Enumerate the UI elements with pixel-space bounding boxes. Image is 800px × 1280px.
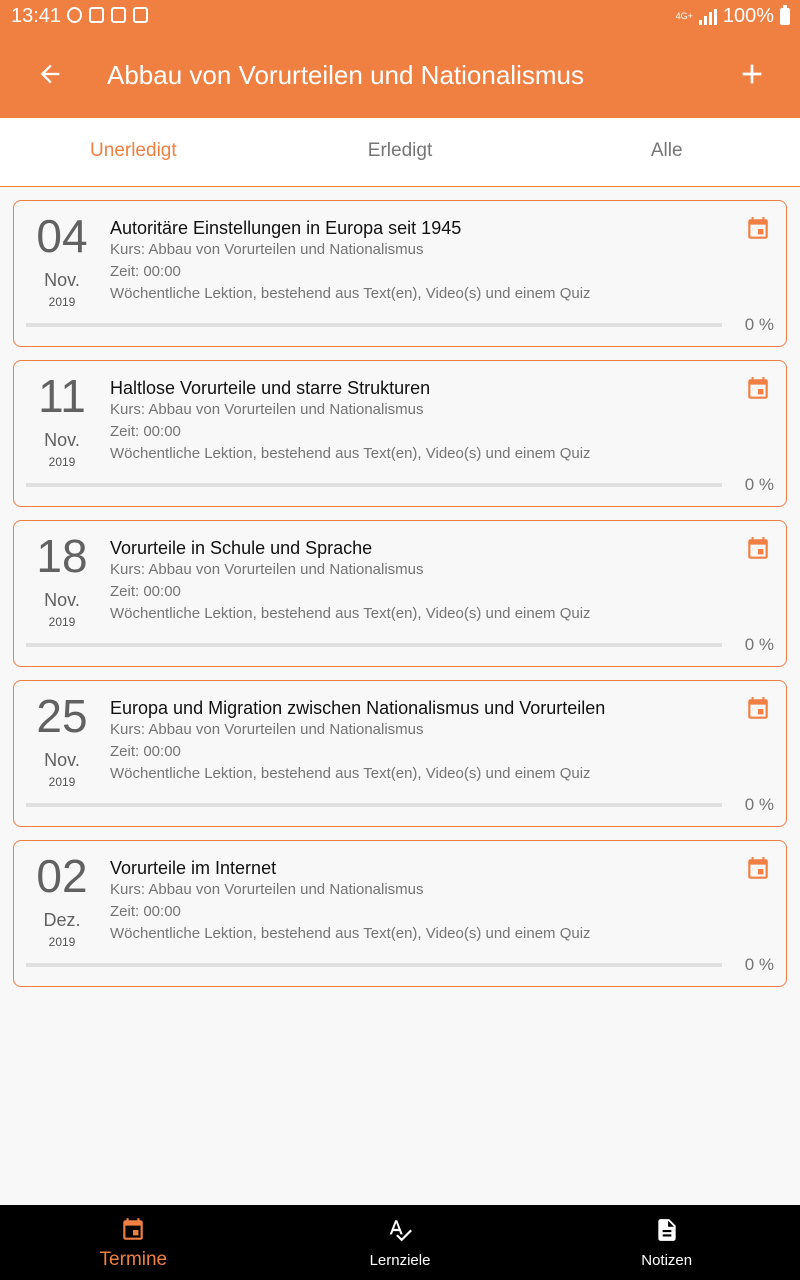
- appointment-time: Zeit: 00:00: [110, 263, 181, 280]
- appointment-course: Kurs: Abbau von Vorurteilen und Nationalismus: [110, 241, 424, 258]
- appointment-course: Kurs: Abbau von Vorurteilen und Nationalismus: [110, 721, 424, 738]
- appointment-description: Wöchentliche Lektion, bestehend aus Text(en), Video(s) und einem Quiz: [110, 605, 591, 622]
- appointment-card[interactable]: [13, 680, 787, 827]
- appointment-month: Nov.: [44, 430, 80, 450]
- status-bar: [0, 0, 800, 34]
- notification-icon: [67, 7, 82, 23]
- appointment-time: Zeit: 00:00: [110, 903, 181, 920]
- notification-icon: [111, 7, 126, 23]
- appointment-day: 04: [36, 210, 88, 262]
- nav-notizen[interactable]: [533, 1205, 800, 1280]
- battery-icon: [780, 8, 790, 25]
- appointment-date: [14, 531, 110, 629]
- nav-label: Termine: [99, 1249, 168, 1270]
- appointment-list: [13, 200, 787, 1000]
- appointment-time: Zeit: 00:00: [110, 583, 181, 600]
- spellcheck-icon: [387, 1217, 413, 1243]
- appointment-date: [14, 371, 110, 469]
- appointment-day: 18: [36, 530, 88, 582]
- progress-percent: 0 %: [744, 795, 774, 814]
- tab-alle[interactable]: Alle: [650, 140, 683, 161]
- progress-percent: 0 %: [744, 475, 774, 494]
- network-type-label: 4G+: [675, 11, 693, 21]
- nav-termine[interactable]: [0, 1205, 267, 1280]
- calendar-event-icon[interactable]: [745, 696, 771, 722]
- appointment-card[interactable]: [13, 520, 787, 667]
- appointment-month: Nov.: [44, 750, 80, 770]
- appointment-course: Kurs: Abbau von Vorurteilen und Nationalismus: [110, 401, 424, 418]
- appointment-year: 2019: [48, 935, 76, 949]
- appointment-year: 2019: [48, 615, 76, 629]
- appointment-description: Wöchentliche Lektion, bestehend aus Text(en), Video(s) und einem Quiz: [110, 445, 591, 462]
- notification-icon: [133, 7, 148, 23]
- tab-bar: [0, 118, 800, 187]
- appointment-date: [14, 211, 110, 309]
- progress-bar: [26, 323, 722, 327]
- signal-icon: [699, 9, 717, 25]
- progress-bar: [26, 643, 722, 647]
- appointment-course: Kurs: Abbau von Vorurteilen und Nationalismus: [110, 561, 424, 578]
- progress-bar: [26, 963, 722, 967]
- appointment-date: [14, 691, 110, 789]
- arrow-back-icon[interactable]: [36, 60, 64, 88]
- tab-erledigt[interactable]: Erledigt: [367, 140, 433, 161]
- appointment-time: Zeit: 00:00: [110, 423, 181, 440]
- appointment-day: 25: [36, 690, 88, 742]
- appointment-card[interactable]: [13, 840, 787, 987]
- progress-percent: 0 %: [744, 955, 774, 974]
- appointment-day: 02: [36, 850, 88, 902]
- add-icon[interactable]: [736, 58, 768, 90]
- appointment-year: 2019: [48, 775, 76, 789]
- appointment-month: Dez.: [43, 910, 81, 930]
- calendar-event-icon[interactable]: [745, 216, 771, 242]
- notification-icons: [67, 7, 148, 23]
- calendar-icon: [120, 1217, 146, 1243]
- appointment-title: Autoritäre Einstellungen in Europa seit 1945: [110, 218, 462, 238]
- nav-lernziele[interactable]: [267, 1205, 534, 1280]
- appointment-title: Europa und Migration zwischen Nationalismus und Vorurteilen: [110, 698, 606, 718]
- note-icon: [654, 1217, 680, 1243]
- appointment-title: Haltlose Vorurteile und starre Strukturen: [110, 378, 431, 398]
- appointment-month: Nov.: [44, 270, 80, 290]
- progress-percent: 0 %: [744, 635, 774, 654]
- calendar-event-icon[interactable]: [745, 856, 771, 882]
- status-time: 13:41: [11, 5, 62, 27]
- appointment-year: 2019: [48, 455, 76, 469]
- appointment-card[interactable]: [13, 200, 787, 347]
- calendar-event-icon[interactable]: [745, 536, 771, 562]
- calendar-event-icon[interactable]: [745, 376, 771, 402]
- appointment-time: Zeit: 00:00: [110, 743, 181, 760]
- app-bar: [0, 34, 800, 118]
- appointment-title: Vorurteile im Internet: [110, 858, 277, 878]
- appointment-title: Vorurteile in Schule und Sprache: [110, 538, 373, 558]
- page-title: Abbau von Vorurteilen und Nationalismus: [107, 60, 584, 90]
- appointment-card[interactable]: [13, 360, 787, 507]
- tab-unerledigt[interactable]: Unerledigt: [90, 140, 177, 161]
- nav-label: Notizen: [641, 1252, 693, 1269]
- appointment-course: Kurs: Abbau von Vorurteilen und Nationalismus: [110, 881, 424, 898]
- appointment-year: 2019: [48, 295, 76, 309]
- appointment-day: 11: [38, 370, 86, 422]
- appointment-month: Nov.: [44, 590, 80, 610]
- appointment-description: Wöchentliche Lektion, bestehend aus Text(en), Video(s) und einem Quiz: [110, 765, 591, 782]
- progress-percent: 0 %: [744, 315, 774, 334]
- progress-bar: [26, 803, 722, 807]
- appointment-description: Wöchentliche Lektion, bestehend aus Text(en), Video(s) und einem Quiz: [110, 925, 591, 942]
- notification-icon: [89, 7, 104, 23]
- appointment-description: Wöchentliche Lektion, bestehend aus Text(en), Video(s) und einem Quiz: [110, 285, 591, 302]
- battery-percent: 100%: [722, 5, 774, 27]
- bottom-navigation: [0, 1205, 800, 1280]
- progress-bar: [26, 483, 722, 487]
- nav-label: Lernziele: [369, 1252, 431, 1269]
- appointment-date: [14, 851, 110, 949]
